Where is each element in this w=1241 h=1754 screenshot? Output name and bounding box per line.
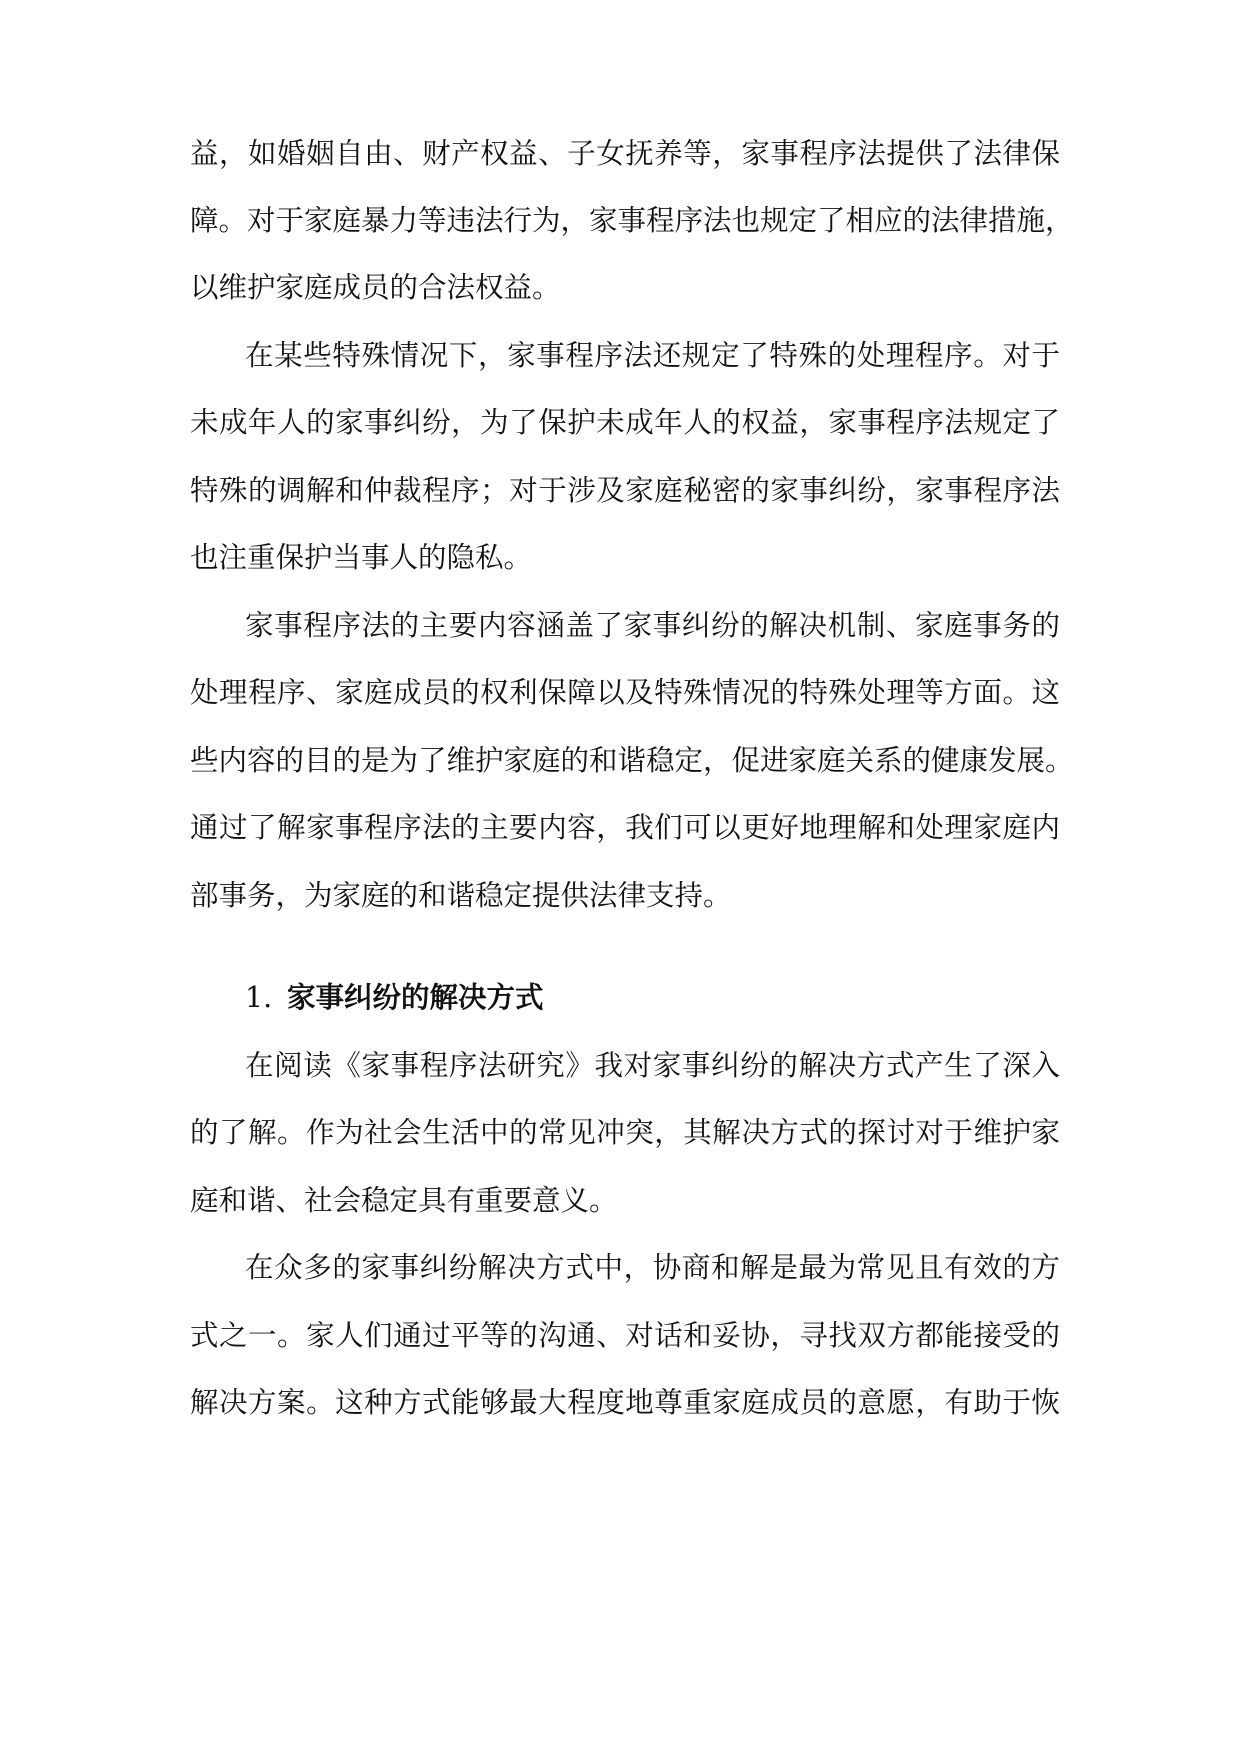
text-line: 也注重保护当事人的隐私。 <box>190 541 533 574</box>
text-line: 家事程序法的主要内容涵盖了家事纠纷的解决机制、家庭事务的 <box>245 609 1060 642</box>
text-line: 益，如婚姻自由、财产权益、子女抚养等，家事程序法提供了法律保 <box>190 137 1060 170</box>
text-line: 障。对于家庭暴力等违法行为，家事程序法也规定了相应的法律措施， <box>190 204 1074 237</box>
text-line: 特殊的调解和仲裁程序；对于涉及家庭秘密的家事纠纷，家事程序法 <box>190 474 1060 507</box>
text-line: 部事务，为家庭的和谐稳定提供法律支持。 <box>190 879 732 912</box>
text-line: 处理程序、家庭成员的权利保障以及特殊情况的特殊处理等方面。这 <box>190 676 1060 709</box>
section-heading <box>245 977 544 1019</box>
text-line: 以维护家庭成员的合法权益。 <box>190 271 561 304</box>
text-line: 在众多的家事纠纷解决方式中，协商和解是最为常见且有效的方 <box>245 1251 1060 1284</box>
text-line: 庭和谐、社会稳定具有重要意义。 <box>190 1184 618 1217</box>
section-number: 1. <box>245 981 273 1014</box>
text-line: 在阅读《家事程序法研究》我对家事纠纷的解决方式产生了深入 <box>245 1049 1060 1082</box>
text-line: 些内容的目的是为了维护家庭的和谐稳定，促进家庭关系的健康发展。 <box>190 744 1074 777</box>
text-line: 通过了解家事程序法的主要内容，我们可以更好地理解和处理家庭内 <box>190 811 1060 844</box>
text-line: 在某些特殊情况下，家事程序法还规定了特殊的处理程序。对于 <box>245 339 1060 372</box>
text-line: 解决方案。这种方式能够最大程度地尊重家庭成员的意愿，有助于恢 <box>190 1386 1060 1419</box>
section-title: 家事纠纷的解决方式 <box>287 981 544 1014</box>
text-line: 的了解。作为社会生活中的常见冲突，其解决方式的探讨对于维护家 <box>190 1116 1060 1149</box>
text-line: 未成年人的家事纠纷，为了保护未成年人的权益，家事程序法规定了 <box>190 406 1060 439</box>
text-line: 式之一。家人们通过平等的沟通、对话和妥协，寻找双方都能接受的 <box>190 1319 1060 1352</box>
